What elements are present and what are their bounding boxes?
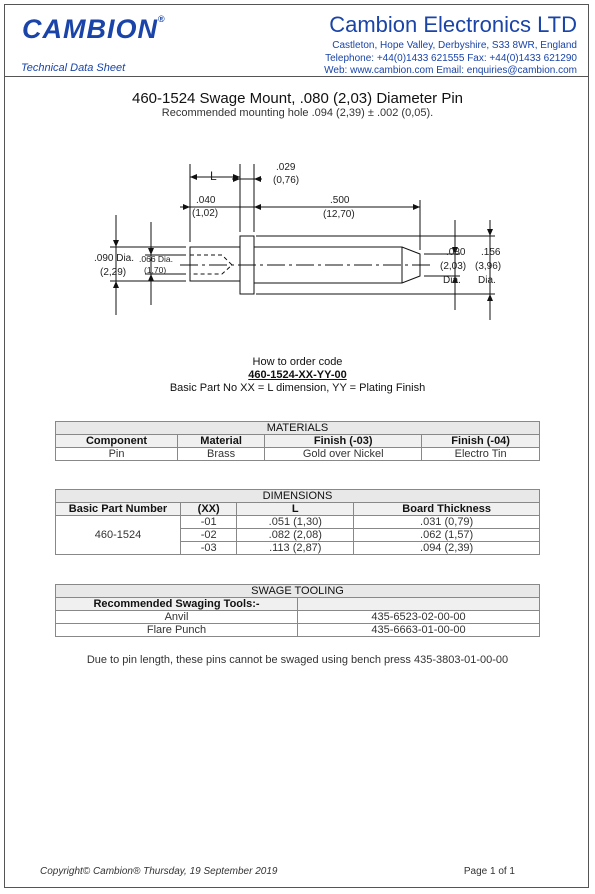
copyright: Copyright© Cambion® Thursday, 19 September 2019 (40, 866, 278, 877)
phone-line: Telephone: +44(0)1433 621555 Fax: +44(0)1433 621290 (325, 52, 577, 64)
table-cell: .113 (2,87) (237, 542, 354, 555)
dim-080: .080 (446, 247, 466, 258)
dim-080-mm: (2,03) (440, 261, 467, 272)
dim-040: .040 (196, 195, 216, 206)
table-row (56, 624, 540, 637)
table-cell: .094 (2,39) (354, 542, 540, 555)
col-header: Component (56, 435, 178, 448)
materials-caption: MATERIALS (56, 422, 540, 435)
company-address (324, 40, 577, 78)
dimensions-caption: DIMENSIONS (56, 490, 540, 503)
header-divider (5, 76, 588, 77)
materials-table (55, 421, 540, 461)
pin-drawing (0, 150, 595, 350)
col-header: Finish (-03) (265, 435, 422, 448)
address-line: Castleton, Hope Valley, Derbyshire, S33 8WR, England (332, 40, 577, 51)
page-footer (40, 866, 515, 877)
table-cell: Flare Punch (56, 624, 298, 637)
table-cell: Gold over Nickel (265, 448, 422, 461)
dim-090-mm: (2,29) (100, 267, 127, 278)
col-header: Material (178, 435, 265, 448)
tooling-table (55, 584, 540, 637)
table-cell: -03 (181, 542, 237, 555)
swage-note: Due to pin length, these pins cannot be swaged using bench press 435-3803-01-00-00 (86, 654, 509, 666)
table-cell: Anvil (56, 611, 298, 624)
table-cell: Brass (178, 448, 265, 461)
tooling-heading: Recommended Swaging Tools:- (56, 598, 298, 611)
col-header: Basic Part Number (56, 503, 181, 516)
dim-029: .029 (276, 162, 296, 173)
page-subtitle: Recommended mounting hole .094 (2,39) ± .002 (0,05). (161, 107, 434, 119)
table-cell: 435-6523-02-00-00 (298, 611, 540, 624)
col-header: (XX) (181, 503, 237, 516)
col-header: Finish (-04) (422, 435, 540, 448)
table-cell: .051 (1,30) (237, 516, 354, 529)
dim-066-mm: (1,70) (144, 265, 167, 275)
dim-156-mm: (3,96) (475, 261, 502, 272)
dim-500-mm: (12,70) (323, 209, 355, 220)
table-cell: .082 (2,08) (237, 529, 354, 542)
order-code: 460-1524-XX-YY-00 (248, 369, 347, 381)
col-header: Board Thickness (354, 503, 540, 516)
dimensions-table (55, 489, 540, 555)
page-title: 460-1524 Swage Mount, .080 (2,03) Diameter Pin (131, 90, 464, 107)
table-cell: .031 (0,79) (354, 516, 540, 529)
dim-040-mm: (1,02) (192, 208, 219, 219)
tooling-caption: SWAGE TOOLING (56, 585, 540, 598)
table-row (56, 611, 540, 624)
pin-head-shank (190, 247, 240, 281)
company-name: Cambion Electronics LTD (329, 12, 577, 37)
web-line: Web: www.cambion.com Email: enquiries@cambion.com (324, 65, 577, 76)
col-header: L (237, 503, 354, 516)
order-code-block (0, 356, 595, 395)
table-cell: -01 (181, 516, 237, 529)
doc-type-label: Technical Data Sheet (21, 62, 126, 74)
dim-L: L (210, 169, 217, 183)
dim-090: .090 Dia. (94, 253, 135, 264)
table-row (56, 448, 540, 461)
table-cell: Pin (56, 448, 178, 461)
cambion-logo: CAMBION® (22, 14, 166, 44)
order-heading: How to order code (252, 356, 343, 368)
page-number: Page 1 of 1 (463, 866, 515, 877)
table-cell: .062 (1,57) (354, 529, 540, 542)
order-explain: Basic Part No XX = L dimension, YY = Plating Finish (169, 382, 426, 394)
table-cell: Electro Tin (422, 448, 540, 461)
table-cell: -02 (181, 529, 237, 542)
dim-066: .066 Dia. (139, 254, 174, 264)
dim-156-dia: Dia. (478, 275, 496, 286)
basic-part-number: 460-1524 (56, 516, 181, 555)
col-header (298, 598, 540, 611)
table-cell: 435-6663-01-00-00 (298, 624, 540, 637)
dim-029-mm: (0,76) (273, 175, 300, 186)
dim-156: .156 (481, 247, 501, 258)
dim-500: .500 (330, 195, 350, 206)
dim-080-dia: Dia. (443, 275, 461, 286)
table-row (56, 516, 540, 529)
